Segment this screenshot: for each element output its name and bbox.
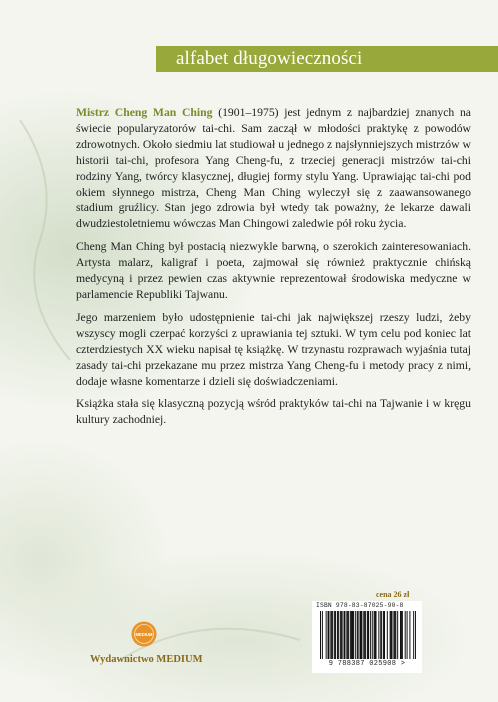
blurb-paragraph-2: Cheng Man Ching był postacią niezwykle barwną, o szerokich zainteresowaniach. Artysta malarz, kaligraf i poeta, zajmował się również praktycznie chińską medycyną i przez pewien czas aktywnie reprezentował środowiska medyczne w parlamencie Republiki Tajwanu. [76, 240, 471, 301]
barcode-bar [391, 611, 392, 659]
barcode-bar [328, 611, 329, 659]
barcode-bar [334, 611, 335, 659]
barcode-bar [364, 611, 365, 659]
barcode-bar [378, 611, 379, 659]
barcode-bar [375, 611, 376, 659]
barcode-bar [351, 611, 352, 659]
barcode-bar [332, 611, 333, 659]
barcode-bar [360, 611, 361, 659]
barcode-bar [413, 611, 414, 659]
barcode-bar [347, 611, 348, 659]
barcode-bar [393, 611, 394, 659]
barcode-bar [363, 611, 364, 659]
barcode-bar [330, 611, 331, 659]
barcode-bar [368, 611, 369, 659]
barcode-bar [380, 611, 381, 659]
barcode-bar [400, 611, 401, 659]
barcode-bar [365, 611, 366, 659]
barcode-bar [342, 611, 343, 659]
barcode-bar [383, 611, 384, 659]
barcode-bar [326, 611, 327, 659]
barcode-bar [372, 611, 373, 659]
barcode-bar [409, 611, 410, 659]
series-title: alfabet długowieczności [176, 48, 363, 69]
barcode-bar [405, 611, 406, 659]
barcode-bar [331, 611, 332, 659]
barcode-bar [322, 611, 323, 659]
barcode-bar [328, 611, 329, 659]
barcode-bar [361, 611, 362, 659]
barcode-bar [344, 611, 345, 659]
barcode-bar [392, 611, 393, 659]
barcode-bar [402, 611, 403, 659]
barcode-bar [390, 611, 391, 659]
blurb-paragraph-1-text: (1901–1975) jest jednym z najbardziej znanych na świecie popularyzatorów tai-chi. Sam zaczął w młodości praktykę z powodów zdrowotnych. Około siedmiu lat studiował u jednego z najsłynniejszych mistrzów w historii tai-chi, profesora Yang Cheng-fu, z trzeciej generacji mistrzów tai-chi rodziny Yang, twórcy klasycznej, długiej formy stylu Yang. Uprawiając tai-chi pod okiem słynnego mistrza, Cheng Man Ching wyleczył się z zaawansowanego stadium gruźlicy. Stan jego zdrowia był wtedy tak poważny, że lekarze dawali dwudziestoletniemu wówczas Man Chingowi zaledwie pół roku życia. [76, 106, 471, 231]
barcode-bar [320, 611, 321, 659]
barcode-bar [357, 611, 358, 659]
barcode-digits: 9 788387 025908 > [328, 660, 406, 668]
barcode-bar [358, 611, 359, 659]
barcode-bar [344, 611, 345, 659]
barcode-bar [337, 611, 338, 659]
barcode-bar [407, 611, 408, 659]
barcode-bar [367, 611, 368, 659]
barcode-bar [395, 611, 396, 659]
barcode-bar [335, 611, 336, 659]
barcode-bar [352, 611, 353, 659]
barcode-bar [348, 611, 349, 659]
author-name: Mistrz Cheng Man Ching [76, 106, 213, 119]
isbn-text: ISBN 978-83-87025-90-8 [316, 602, 404, 609]
back-cover-blurb [76, 105, 471, 435]
barcode-bar [346, 611, 347, 659]
publisher-logo-text: MEDIUM [135, 631, 153, 637]
barcode-bar [353, 611, 354, 659]
barcode-bar [355, 611, 356, 659]
barcode-bar [360, 611, 361, 659]
blurb-paragraph-1 [76, 105, 471, 232]
barcode-bar [387, 611, 388, 659]
barcode-bar [376, 611, 377, 659]
price-label: cena 26 zł [376, 590, 410, 599]
barcode-bar [381, 611, 382, 659]
barcode-bar [350, 611, 351, 659]
blurb-paragraph-4: Książka stała się klasyczną pozycją wśród praktyków tai-chi na Tajwanie i w kręgu kultury zachodniej. [76, 397, 471, 427]
barcode-bar [374, 611, 375, 659]
publisher-logo [131, 621, 157, 647]
barcode-bar [338, 611, 339, 659]
barcode-bar [401, 611, 402, 659]
isbn-barcode [320, 611, 416, 659]
barcode-bar [341, 611, 342, 659]
barcode-bar [415, 611, 416, 659]
blurb-paragraph-3: Jego marzeniem było udostępnienie tai-chi jak największej rzeszy ludzi, żeby wszyscy mogli czerpać korzyści z uprawiania tej sztuki. W tym celu pod koniec lat czterdziestych XX wieku napisał tę książkę. W trzynastu rozprawach wyjaśnia tutaj zasady tai-chi przekazane mu przez mistrza Yang Cheng-fu i metody pracy z nimi, dodaje własne komentarze i dzieli się doświadczeniami. [76, 310, 471, 388]
barcode-bar [394, 611, 395, 659]
barcode-bar [397, 611, 398, 659]
barcode-bar [340, 611, 341, 659]
barcode-bar [370, 611, 371, 659]
barcode-bar [384, 611, 385, 659]
publisher-name: Wydawnictwo MEDIUM [90, 654, 203, 665]
